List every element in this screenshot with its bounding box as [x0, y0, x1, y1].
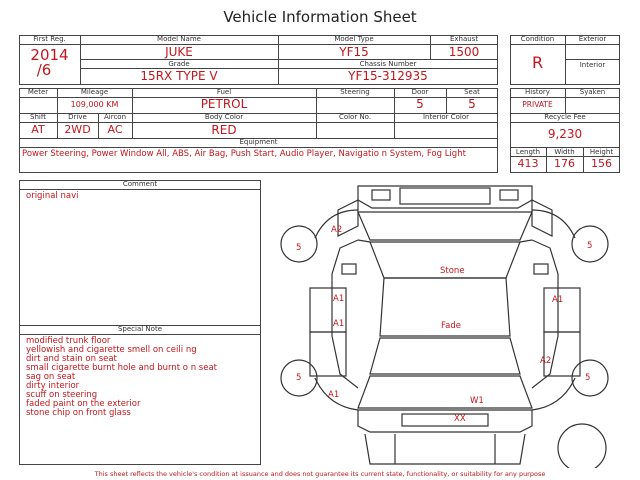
front-bumper-shape: [358, 186, 532, 208]
color-no-label: Color No.: [338, 113, 372, 121]
headlight-left-shape: [372, 190, 390, 200]
special-note-label: Special Note: [117, 325, 163, 333]
mark-wheel-rear-right: 5: [585, 373, 591, 383]
first-reg-label: First Reg.: [33, 35, 66, 43]
aircon-value: AC: [107, 123, 123, 136]
rear-bumper-shape: [358, 410, 532, 432]
interior-color-label: Interior Color: [422, 113, 470, 121]
license-plate-shape: [402, 414, 488, 426]
meter-label: Meter: [27, 88, 49, 96]
drive-label: Drive: [68, 113, 87, 121]
equipment-label: Equipment: [239, 138, 278, 146]
drive-value: 2WD: [64, 123, 91, 136]
exhaust-label: Exhaust: [449, 35, 479, 43]
door-value: 5: [416, 97, 424, 111]
grade-value: 15RX TYPE V: [140, 69, 218, 83]
body-color-label: Body Color: [204, 113, 244, 121]
front-grille-shape: [400, 188, 490, 204]
right-fender-curve: [532, 210, 575, 238]
seat-value: 5: [468, 97, 476, 111]
mileage-value: 109,000 KM: [70, 100, 119, 109]
mark-xx: XX: [454, 414, 466, 424]
mark-wheel-rear-left: 5: [296, 373, 302, 383]
length-value: 413: [517, 157, 539, 170]
special-note-item: small cigarette burnt hole and burnt o n seat: [26, 363, 217, 373]
rear-bottom-shape: [365, 434, 525, 464]
mark-a1-right-front-door: A1: [552, 295, 564, 305]
model-name-label: Model Name: [157, 35, 201, 43]
mark-fade: Fade: [441, 321, 461, 331]
mark-stone: Stone: [440, 266, 465, 276]
trunk-shape: [358, 376, 532, 408]
mark-wheel-front-left: 5: [296, 243, 302, 253]
headlight-right-shape: [500, 190, 518, 200]
aircon-label: Aircon: [103, 113, 127, 121]
syaken-label: Syaken: [579, 88, 606, 96]
fuel-label: Fuel: [216, 88, 232, 96]
shift-value: AT: [31, 123, 45, 136]
first-reg-month: /6: [36, 61, 52, 79]
front-right-corner-shape: [532, 200, 552, 236]
height-value: 156: [591, 157, 612, 170]
mark-a1-left-front-door: A1: [333, 294, 345, 304]
special-note-item: scuff on steering: [26, 390, 98, 400]
model-type-value: YF15: [339, 45, 369, 59]
special-note-item: dirt and stain on seat: [26, 354, 117, 364]
door-label: Door: [411, 88, 429, 96]
history-value: PRIVATE: [522, 100, 553, 109]
special-note-item: sag on seat: [26, 372, 76, 382]
interior-label: Interior: [579, 61, 606, 69]
model-type-label: Model Type: [334, 35, 374, 43]
mileage-label: Mileage: [80, 88, 109, 96]
shift-label: Shift: [30, 113, 46, 121]
width-value: 176: [554, 157, 575, 170]
chassis-number-label: Chassis Number: [359, 60, 417, 68]
recycle-fee-label: Recycle Fee: [544, 113, 586, 121]
height-label: Height: [589, 148, 614, 156]
equipment-value: Power Steering, Power Window All, ABS, Air Bag, Push Start, Audio Player, Navigatio n System, Fog Light: [22, 149, 466, 159]
recycle-fee-value: 9,230: [547, 127, 583, 141]
spare-wheel-shape: [558, 424, 606, 468]
comment-label: Comment: [122, 180, 158, 188]
mirror-right-shape: [534, 264, 548, 274]
disclaimer-footer: This sheet reflects the vehicle's condition at issuance and does not guarantee its current state, functionality, or suitability for any purpose: [94, 470, 546, 478]
first-reg-year: 2014: [30, 46, 69, 64]
condition-value: R: [531, 53, 544, 72]
special-note-item: faded paint on the exterior: [26, 399, 141, 409]
history-label: History: [525, 88, 550, 96]
mark-a1-left-rear-door: A1: [333, 319, 345, 329]
mark-a2-right-rear: A2: [540, 356, 552, 366]
condition-label: Condition: [520, 35, 555, 43]
mark-a2-front-left: A2: [331, 225, 343, 235]
exhaust-value: 1500: [448, 45, 480, 59]
mark-w1: W1: [470, 396, 484, 406]
steering-label: Steering: [340, 88, 370, 96]
left-side-outline: [332, 240, 358, 388]
exterior-label: Exterior: [578, 35, 607, 43]
hood-shape: [358, 212, 532, 240]
chassis-number-value: YF15-312935: [348, 69, 428, 83]
sheet-title: Vehicle Information Sheet: [223, 8, 417, 26]
special-note-item: dirty interior: [26, 381, 80, 391]
model-name-value: JUKE: [165, 45, 193, 59]
mirror-left-shape: [342, 264, 356, 274]
width-label: Width: [554, 148, 575, 156]
special-note-item: modified trunk floor: [26, 336, 111, 346]
mark-a1-rear-left: A1: [328, 390, 340, 400]
car-damage-diagram: [270, 178, 620, 468]
comment-text: original navi: [26, 191, 79, 201]
rear-window-shape: [370, 338, 520, 374]
seat-label: Seat: [464, 88, 480, 96]
length-label: Length: [515, 148, 541, 156]
mark-wheel-front-right: 5: [587, 241, 593, 251]
fuel-value: PETROL: [200, 97, 248, 111]
special-note-list: [26, 337, 244, 418]
special-note-item: stone chip on front glass: [26, 408, 131, 418]
body-color-value: RED: [211, 123, 237, 137]
grade-label: Grade: [168, 60, 190, 68]
special-note-item: yellowish and cigarette smell on ceili ng: [26, 345, 197, 355]
